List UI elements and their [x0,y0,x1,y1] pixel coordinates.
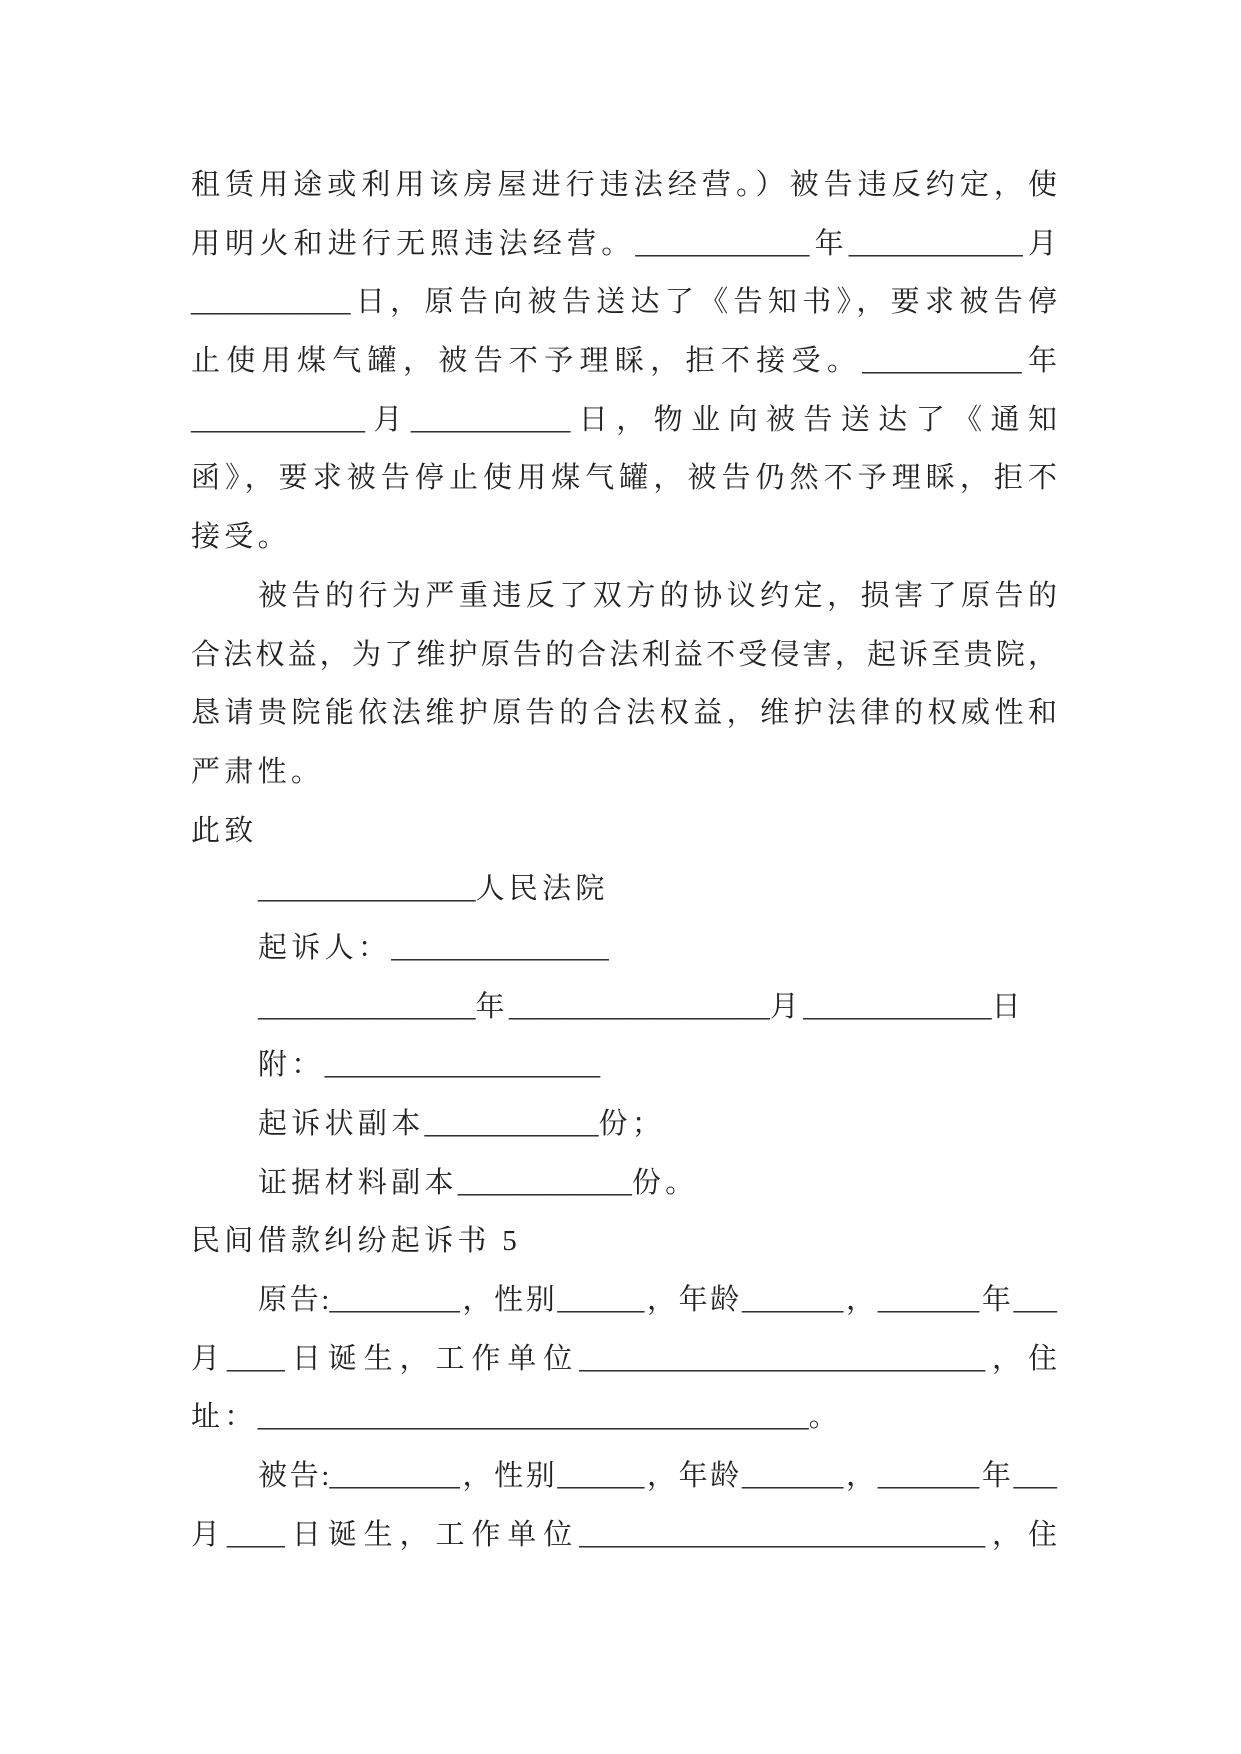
line-text: 起诉人： [258,931,392,964]
line-text: ，年龄 [644,1284,742,1317]
fill-in-blank: ____________ [848,227,1023,260]
fill-in-blank: _________ [329,1460,460,1493]
line-text: ，住 [985,1518,1057,1551]
line-text: 日诞生，工作单位 [284,1518,580,1551]
complaint-facts-line [191,332,1057,391]
fill-in-blank: ___________ [191,286,351,319]
fill-in-blank: ____________________________ [579,1342,986,1375]
line-text: 月 [191,1342,227,1375]
line-text: ， [843,1460,878,1493]
fill-in-blank: ______ [557,1284,645,1317]
line-text: 起诉状副本 [258,1108,425,1140]
fill-in-blank: ___________ [410,403,571,436]
plaintiff-info-line [191,1330,1057,1389]
line-text: 证据材料副本 [258,1166,458,1199]
line-text: 日，原告向被告送达了《告知书》，要求被告停 [350,286,1057,319]
line-text: 原告: [258,1284,330,1317]
line-text: 日 [991,990,1025,1023]
line-text: 年 [809,227,849,260]
line-text: 人民法院 [475,873,609,906]
complaint-facts-line [191,215,1057,274]
fill-in-blank: ____________ [457,1166,632,1199]
line-text: 月 [191,1518,227,1551]
fill-in-blank: ___________ [862,345,1022,378]
document-body [191,156,1057,1565]
attachments-heading [191,1036,1057,1095]
complaint-request-line [191,684,1057,743]
line-text: ，年龄 [644,1460,742,1493]
plaintiff-signature [191,919,1057,978]
fill-in-blank: ____________ [191,403,365,436]
line-text: 年 [979,1284,1014,1317]
fill-in-blank: ___________________ [324,1049,601,1082]
line-text: 份； [598,1108,666,1140]
line-text: 民间借款纠纷起诉书 5 [191,1225,522,1258]
defendant-info-line [191,1447,1057,1506]
line-text: ， [843,1284,878,1317]
line-text: ，住 [985,1342,1057,1375]
fill-in-blank: _______________ [391,931,609,964]
line-text: 日诞生，工作单位 [284,1342,580,1375]
fill-in-blank: ______________________________________ [257,1401,809,1434]
salutation [191,802,1057,861]
fill-in-blank: ___ [1013,1460,1057,1493]
line-text: 月 [1022,227,1057,260]
court-addressee [191,860,1057,919]
line-text: 月 [365,403,411,436]
complaint-request-line [191,626,1057,685]
fill-in-blank: _______ [741,1284,844,1317]
fill-in-blank: ____ [226,1518,285,1551]
line-text: 用明火和进行无照违法经营。 [191,227,636,260]
line-text: 年 [1021,345,1057,378]
complaint-facts-line [191,391,1057,450]
fill-in-blank: _____________ [803,990,992,1023]
line-text: 恳请贵院能依法维护原告的合法权益，维护法律的权威性和 [191,697,1057,730]
fill-in-blank: _______ [877,1284,980,1317]
fill-in-blank: ____ [226,1342,285,1375]
complaint-request-line [191,743,1057,802]
fill-in-blank: _______________ [258,873,476,906]
line-text: 被告: [258,1460,330,1493]
fill-in-blank: _______ [741,1460,844,1493]
complaint-facts-line [191,508,1057,567]
plaintiff-info-line [191,1271,1057,1330]
complaint-facts-line [191,156,1057,215]
line-text: 此致 [191,814,258,847]
fill-in-blank: ___ [1013,1284,1057,1317]
filing-date [191,978,1057,1037]
section-title [191,1212,1057,1271]
fill-in-blank: ______ [557,1460,645,1493]
line-text: 月 [769,990,804,1023]
attachment-item-evidence-copies [191,1154,1057,1213]
defendant-info-line [191,1506,1057,1565]
line-text: 合法权益，为了维护原告的合法利益不受侵害，起诉至贵院， [191,638,1057,671]
complaint-request-line [191,567,1057,626]
fill-in-blank: _______ [877,1460,980,1493]
line-text: 租赁用途或利用该房屋进行违法经营。）被告违反约定，使 [191,169,1057,201]
line-text: 份。 [631,1166,699,1199]
line-text: 附： [258,1049,325,1082]
line-text: 。 [808,1401,842,1434]
line-text: 止使用煤气罐，被告不予理睬，拒不接受。 [191,345,863,378]
line-text: 年 [979,1460,1014,1493]
line-text: 严肃性。 [191,755,325,788]
line-text: 年 [475,990,509,1023]
fill-in-blank: _________ [329,1284,460,1317]
line-text: 函》，要求被告停止使用煤气罐，被告仍然不予理睬，拒不 [191,462,1057,495]
fill-in-blank: _______________ [258,990,476,1023]
complaint-facts-line [191,273,1057,332]
fill-in-blank: ____________ [424,1108,599,1140]
line-text: ，性别 [459,1284,558,1317]
fill-in-blank: ____________________________ [579,1518,986,1551]
line-text: ，性别 [459,1460,558,1493]
plaintiff-info-line [191,1388,1057,1447]
line-text: 址： [191,1401,258,1434]
line-text: 日，物业向被告送达了《通知 [570,403,1057,436]
attachment-item-complaint-copies [191,1095,1057,1154]
fill-in-blank: ____________ [635,227,810,260]
complaint-facts-line [191,449,1057,508]
fill-in-blank: __________________ [508,990,770,1023]
line-text: 被告的行为严重违反了双方的协议约定，损害了原告的 [258,579,1057,612]
line-text: 接受。 [191,521,291,554]
